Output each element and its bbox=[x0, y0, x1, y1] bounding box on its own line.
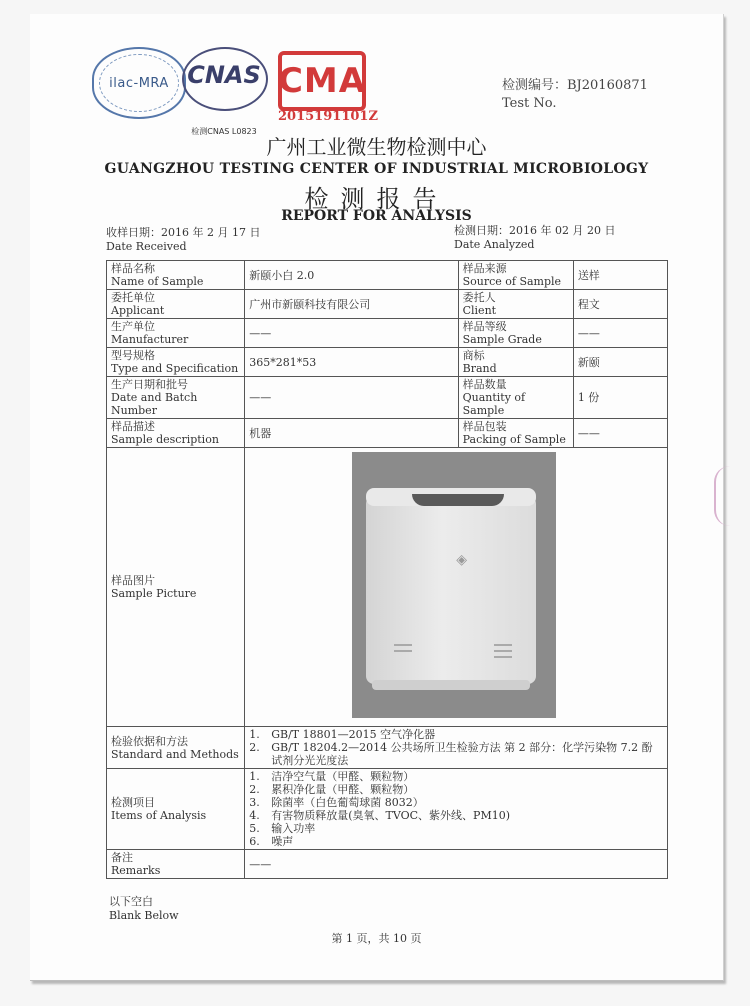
sample-picture-cell bbox=[245, 448, 668, 727]
org-name-cn: 广州工业微生物检测中心 bbox=[266, 135, 487, 159]
field-value: 广州市新颐科技有限公司 bbox=[245, 290, 458, 319]
table-row bbox=[107, 261, 668, 290]
field-value: 新颐 bbox=[573, 348, 667, 377]
item-number: 2. bbox=[249, 741, 260, 754]
item-number: 1. bbox=[249, 770, 260, 783]
field-label bbox=[458, 377, 573, 419]
list-item bbox=[249, 783, 663, 796]
label-cn: 样品描述 bbox=[111, 420, 155, 433]
label-en: Manufacturer bbox=[111, 333, 189, 346]
item-text: 除菌率（白色葡萄球菌 8032） bbox=[271, 796, 424, 809]
label-cn: 委托人 bbox=[462, 291, 496, 304]
label-cn: 委托单位 bbox=[111, 291, 155, 304]
label-en: Sample Grade bbox=[462, 333, 542, 346]
field-label bbox=[458, 319, 573, 348]
label-cn: 型号规格 bbox=[111, 349, 155, 362]
item-text: GB/T 18204.2—2014 公共场所卫生检验方法 第 2 部分：化学污染物 7.2 酚试剂分光光度法 bbox=[271, 741, 653, 767]
label-en: Applicant bbox=[111, 304, 165, 317]
item-number: 4. bbox=[249, 809, 260, 822]
list-item bbox=[249, 796, 663, 809]
field-value: —— bbox=[245, 319, 458, 348]
label-en: Sample description bbox=[111, 433, 219, 446]
report-title-en: REPORT FOR ANALYSIS bbox=[281, 208, 472, 224]
list-item bbox=[249, 741, 663, 767]
label-en: Name of Sample bbox=[111, 275, 204, 288]
label-cn: 样品数量 bbox=[462, 378, 507, 391]
list-item bbox=[249, 770, 663, 783]
label-cn: 样品等级 bbox=[462, 320, 507, 333]
field-value: —— bbox=[573, 319, 667, 348]
ilac-logo-text: ilac-MRA bbox=[109, 75, 169, 91]
label-cn: 备注 bbox=[111, 851, 133, 864]
label-cn: 样品来源 bbox=[462, 262, 507, 275]
blank-below-cn: 以下空白 bbox=[109, 895, 153, 908]
report-page bbox=[30, 14, 724, 981]
item-number: 2. bbox=[249, 783, 260, 796]
sample-photo bbox=[352, 452, 556, 718]
standards-list bbox=[249, 728, 663, 767]
brand-mark-icon: ◈ bbox=[456, 552, 468, 568]
table-row bbox=[107, 769, 668, 850]
item-text: 洁净空气量（甲醛、颗粒物） bbox=[271, 770, 415, 783]
cnas-logo-subtext: 检测CNAS L0823 bbox=[191, 127, 257, 136]
item-number: 1. bbox=[249, 728, 260, 741]
label-en: Type and Specification bbox=[111, 362, 239, 375]
table-row bbox=[107, 419, 668, 448]
date-received bbox=[106, 226, 260, 254]
table-row bbox=[107, 319, 668, 348]
cma-logo-text: CMA bbox=[277, 61, 367, 101]
list-item bbox=[249, 728, 663, 741]
field-label bbox=[458, 419, 573, 448]
cma-logo bbox=[278, 51, 366, 111]
label-en: Client bbox=[462, 304, 497, 317]
table-row bbox=[107, 290, 668, 319]
analysis-label bbox=[107, 769, 245, 850]
item-text: 噪声 bbox=[271, 835, 294, 848]
field-value: 机器 bbox=[245, 419, 458, 448]
field-value: 1 份 bbox=[573, 377, 667, 419]
field-label bbox=[458, 290, 573, 319]
table-row bbox=[107, 850, 668, 879]
item-number: 3. bbox=[249, 796, 260, 809]
label-en: Brand bbox=[462, 362, 497, 375]
table-row bbox=[107, 448, 668, 727]
table-row bbox=[107, 727, 668, 769]
field-value: 程文 bbox=[573, 290, 667, 319]
ilac-mra-logo bbox=[92, 47, 186, 119]
item-text: 输入功率 bbox=[271, 822, 316, 835]
date-received-cn: 收样日期：2016 年 2 月 17 日 bbox=[106, 226, 261, 239]
field-label bbox=[458, 261, 573, 290]
field-label bbox=[107, 348, 245, 377]
label-cn: 商标 bbox=[462, 349, 485, 362]
field-value: —— bbox=[573, 419, 667, 448]
report-title-cn: 检测报告 bbox=[304, 185, 449, 213]
table-row bbox=[107, 377, 668, 419]
remarks-label bbox=[107, 850, 245, 879]
label-cn: 检测项目 bbox=[111, 796, 155, 809]
air-purifier-image bbox=[366, 494, 536, 684]
label-en: Sample Picture bbox=[111, 587, 197, 600]
test-number bbox=[502, 77, 648, 113]
field-label bbox=[107, 319, 245, 348]
page-number: 第 1 页，共 10 页 bbox=[331, 932, 422, 945]
label-en: Remarks bbox=[111, 864, 161, 877]
field-label bbox=[107, 419, 245, 448]
label-cn: 样品包装 bbox=[462, 420, 507, 433]
item-text: GB/T 18801—2015 空气净化器 bbox=[271, 728, 436, 741]
picture-label bbox=[107, 448, 245, 727]
standards-value bbox=[245, 727, 668, 769]
sample-info-table bbox=[106, 260, 668, 879]
label-en: Standard and Methods bbox=[111, 747, 239, 761]
field-label bbox=[107, 290, 245, 319]
analysis-list bbox=[249, 770, 663, 848]
test-number-en: Test No. bbox=[502, 96, 557, 111]
item-text: 累积净化量（甲醛、颗粒物） bbox=[271, 783, 415, 796]
blank-below bbox=[109, 895, 179, 923]
label-cn: 样品图片 bbox=[111, 574, 155, 587]
cma-number: 2015191101Z bbox=[278, 109, 378, 124]
label-en: Source of Sample bbox=[462, 275, 562, 288]
test-number-cn: 检测编号：BJ20160871 bbox=[502, 78, 648, 93]
standards-label bbox=[107, 727, 245, 769]
org-name-en: GUANGZHOU TESTING CENTER OF INDUSTRIAL MICROBIOLOGY bbox=[104, 161, 649, 177]
field-value: 新颐小白 2.0 bbox=[245, 261, 458, 290]
field-label bbox=[107, 261, 245, 290]
field-value: 365*281*53 bbox=[245, 348, 458, 377]
label-cn: 生产单位 bbox=[111, 320, 155, 333]
field-label bbox=[458, 348, 573, 377]
label-en: Packing of Sample bbox=[462, 433, 566, 446]
label-cn: 样品名称 bbox=[111, 262, 155, 275]
list-item bbox=[249, 822, 663, 835]
seal-stamp-edge bbox=[714, 466, 730, 526]
field-label bbox=[107, 377, 245, 419]
field-value: 送样 bbox=[573, 261, 667, 290]
field-value: —— bbox=[245, 377, 458, 419]
item-text: 有害物质释放量(臭氧、TVOC、紫外线、PM10) bbox=[271, 809, 510, 822]
date-analyzed bbox=[454, 224, 615, 252]
cnas-logo-text: CNAS bbox=[187, 61, 261, 89]
label-cn: 生产日期和批号 bbox=[111, 378, 188, 391]
label-cn: 检验依据和方法 bbox=[111, 734, 188, 748]
item-number: 6. bbox=[249, 835, 260, 848]
analysis-value bbox=[245, 769, 668, 850]
blank-below-en: Blank Below bbox=[109, 909, 179, 922]
cnas-logo bbox=[178, 47, 268, 137]
remarks-value: —— bbox=[245, 850, 668, 879]
date-analyzed-en: Date Analyzed bbox=[454, 238, 535, 251]
table-row bbox=[107, 348, 668, 377]
item-number: 5. bbox=[249, 822, 260, 835]
label-en: Items of Analysis bbox=[111, 809, 207, 822]
date-analyzed-cn: 检测日期：2016 年 02 月 20 日 bbox=[454, 224, 616, 237]
label-en: Quantity of Sample bbox=[462, 391, 526, 417]
date-received-en: Date Received bbox=[106, 240, 187, 253]
label-en: Date and Batch Number bbox=[111, 391, 198, 417]
list-item bbox=[249, 835, 663, 848]
list-item bbox=[249, 809, 663, 822]
